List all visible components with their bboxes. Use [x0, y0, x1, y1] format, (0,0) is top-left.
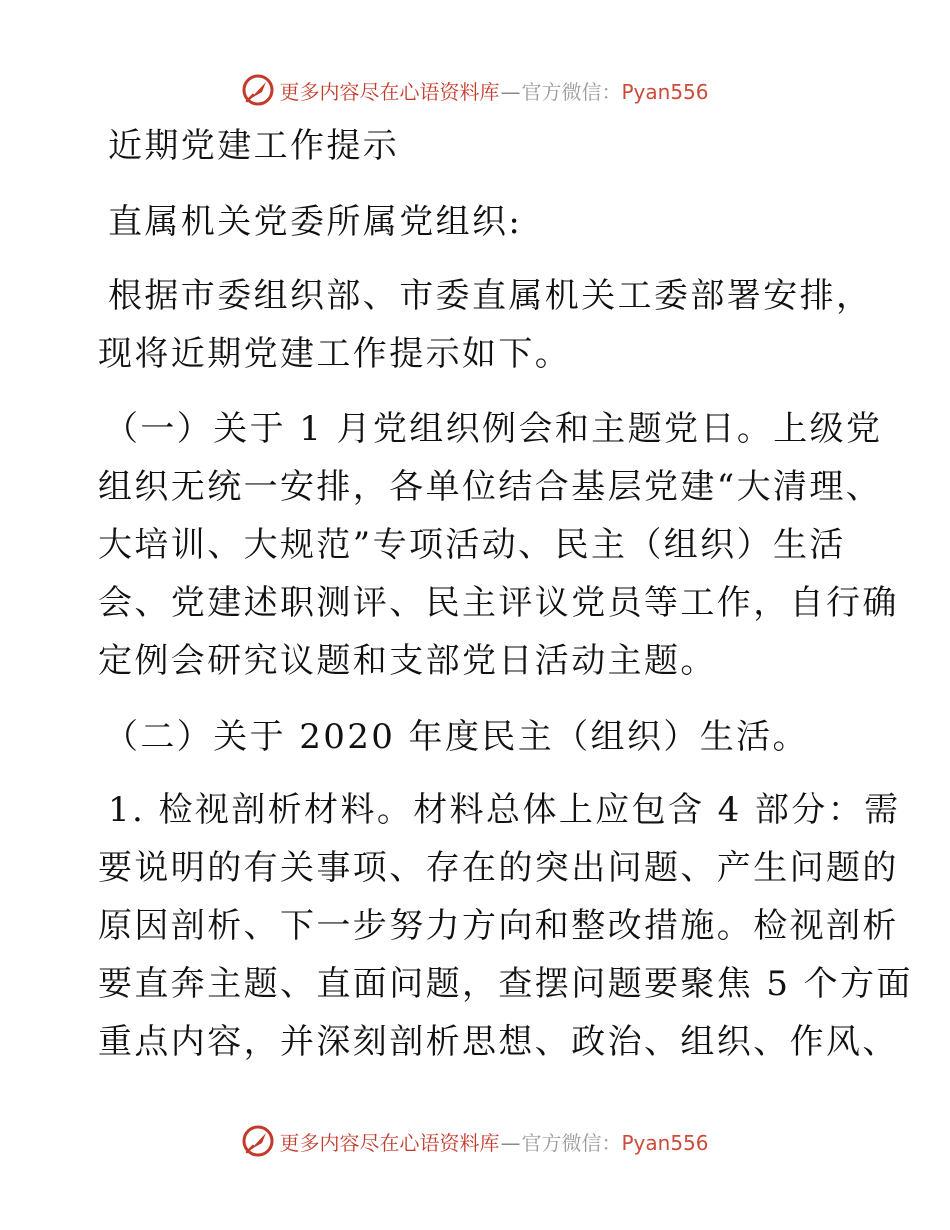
intro-line: 根据市委组织部、市委直属机关工委部署安排，: [108, 276, 873, 316]
watermark-site-text: 更多内容尽在心语资料库: [279, 79, 500, 104]
section1-line: 大培训、大规范”专项活动、民主（组织）生活: [98, 525, 846, 565]
feather-logo-icon: [241, 1124, 275, 1158]
section1-line: （一）关于 1 月党组织例会和主题党日。上级党: [104, 409, 883, 449]
section2-item1-line: 原因剖析、下一步努力方向和整改措施。检视剖析: [98, 906, 899, 946]
section2-heading: （二）关于 2020 年度民主（组织）生活。: [104, 717, 809, 757]
feather-logo-icon: [241, 73, 275, 107]
watermark-dash: —: [500, 1130, 521, 1155]
watermark-dash: —: [500, 79, 521, 104]
watermark-official-label: 官方微信：: [521, 79, 622, 104]
header-watermark: [0, 70, 950, 110]
section2-item1-line: 要说明的有关事项、存在的突出问题、产生问题的: [98, 848, 899, 888]
footer-watermark: [0, 1121, 950, 1161]
watermark-official-label: 官方微信：: [521, 1130, 622, 1155]
document-addressee: 直属机关党委所属党组织:: [108, 202, 523, 242]
section2-item1-line: 1. 检视剖析材料。材料总体上应包含 4 部分：需: [108, 790, 901, 830]
watermark-wechat-id: Pyan556: [621, 79, 709, 104]
document-title: 近期党建工作提示: [108, 126, 400, 166]
watermark-wechat-id: Pyan556: [621, 1130, 709, 1155]
watermark-site-text: 更多内容尽在心语资料库: [279, 1130, 500, 1155]
section2-item1-line: 重点内容，并深刻剖析思想、政治、组织、作风、: [98, 1022, 899, 1062]
intro-line: 现将近期党建工作提示如下。: [98, 334, 572, 374]
section1-line: 定例会研究议题和支部党日活动主题。: [98, 641, 717, 681]
section1-line: 组织无统一安排，各单位结合基层党建“大清理、: [98, 467, 883, 507]
section1-line: 会、党建述职测评、民主评议党员等工作，自行确: [98, 583, 899, 623]
section2-item1-line: 要直奔主题、直面问题，查摆问题要聚焦 5 个方面: [98, 964, 913, 1004]
